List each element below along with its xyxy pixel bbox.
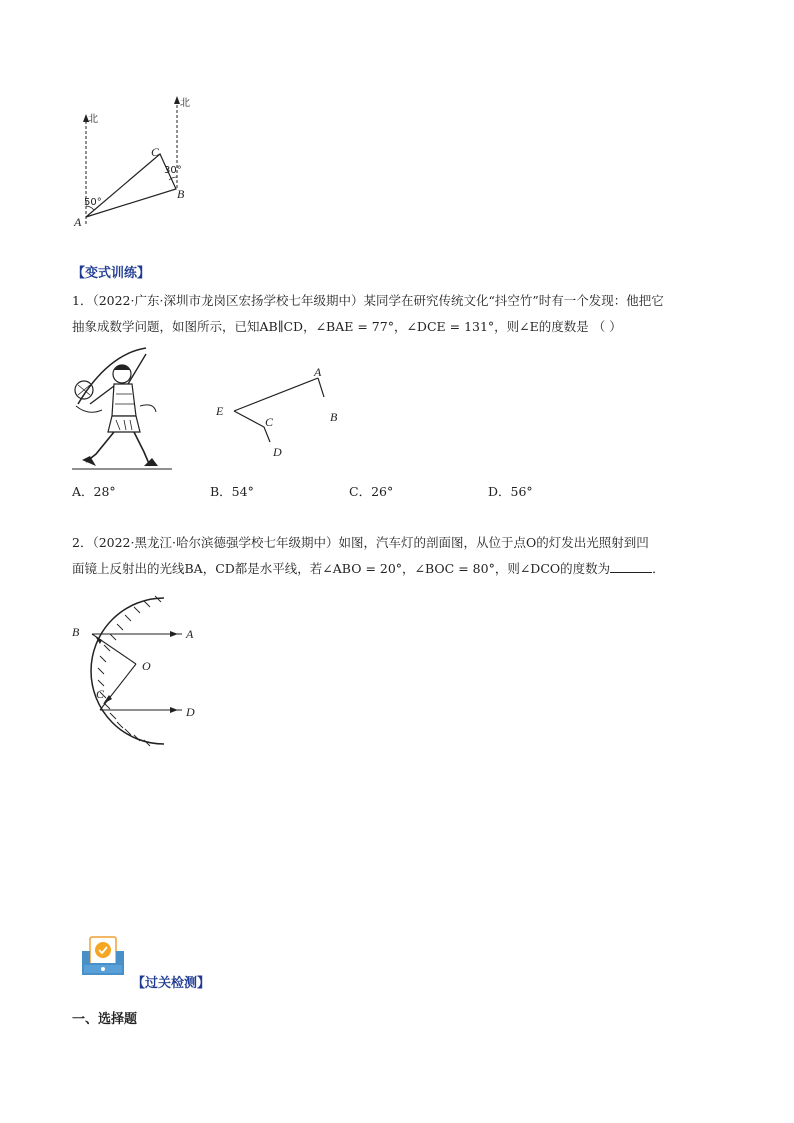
point-b-label: B [177,187,185,201]
section-variant-training: 【变式训练】 [72,266,151,281]
point-c-label: C [151,145,160,159]
heading-multiple-choice: 一、选择题 [72,1012,138,1027]
q2-label-b: B [72,625,80,639]
angle-a-label: 50° [84,197,102,208]
q1-label-b: B [330,410,338,424]
triangle-direction-figure [60,88,210,238]
checklist-icon [80,935,126,979]
q2-text-line2 [72,556,665,581]
diabolo-performer-illustration [68,344,180,472]
q1-geometry-figure [206,360,356,460]
q1-option-a[interactable]: A．28° [72,484,116,499]
q1-text-line2: 抽象成数学问题，如图所示，已知AB∥CD，∠BAE = 77°，∠DCE = 131°，则∠E的度数是 （ ） [72,319,622,334]
answer-blank[interactable] [610,560,652,573]
q1-label-d: D [273,445,282,459]
q2-text-line2-main: 面镜上反射出的光线BA，CD都是水平线，若∠ABO = 20°，∠BOC = 80°，则∠DCO的度数为 [72,561,611,576]
point-a-label: A [74,215,82,229]
q2-label-o: O [142,659,151,673]
north-label-b: 北 [180,98,190,109]
q1-label-a: A [314,365,322,379]
q1-label-e: E [216,404,224,418]
q2-label-a: A [186,627,194,641]
section-check-test: 【过关检测】 [132,976,211,991]
q2-label-d: D [186,705,195,719]
headlight-mirror-figure [64,592,224,752]
q2-text-line1: 2．（2022·黑龙江·哈尔滨德强学校七年级期中）如图，汽车灯的剖面图，从位于点O的灯发出光照射到凹 [72,535,649,550]
q1-text-line1: 1．（2022·广东·深圳市龙岗区宏扬学校七年级期中）某同学在研究传统文化“抖空竹”时有一个发现：他把它 [72,293,664,308]
q2-label-c: C [96,687,105,701]
q1-option-c[interactable]: C．26° [349,484,394,499]
angle-b-label: 30° [164,165,182,176]
q1-option-d[interactable]: D．56° [488,484,533,499]
q1-label-c: C [265,415,274,429]
north-label-a: 北 [88,114,98,125]
q2-text-line2-end: ． [652,561,665,576]
q1-option-b[interactable]: B．54° [210,484,254,499]
